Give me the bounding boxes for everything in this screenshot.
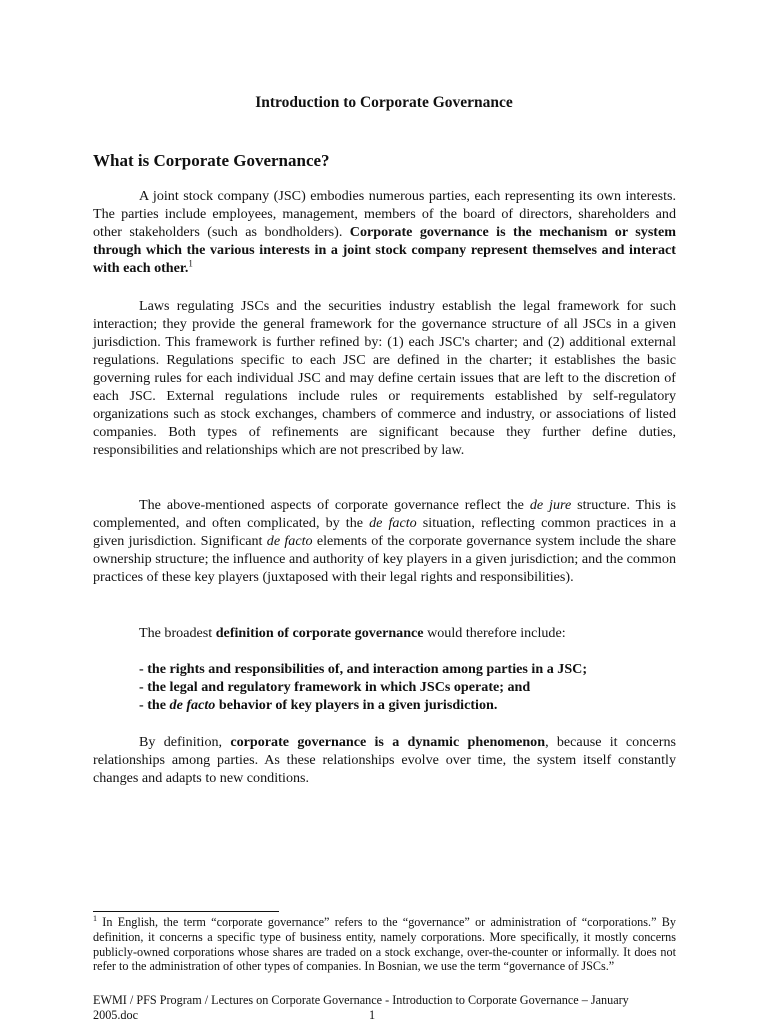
footnote-separator [93,911,279,912]
paragraph-jsc-parties-text: A joint stock company (JSC) embodies numerous parties, each representing its own interests. The parties include employees, management, members of the board of directors, shareholders and other stakeholders (such as bondholders). [93,188,676,240]
paragraph-de-jure-de-facto [93,496,676,586]
footer-document-path: EWMI / PFS Program / Lectures on Corporate Governance - Introduction to Corporate Governance – January [93,993,629,1007]
p4-bold-definition: definition of corporate governance [215,625,424,641]
p3-italic-de-facto-1: de facto [369,515,417,531]
paragraph-broadest-definition [139,624,676,642]
document-title: Introduction to Corporate Governance [255,94,513,111]
footnote-reference[interactable]: 1 [188,258,193,269]
paragraph-jsc-parties [93,187,676,277]
page-number: 1 [369,1008,376,1022]
p3-italic-de-facto-2: de facto [266,533,313,549]
p3-text-3: situation, reflecting common practices in a given jurisdiction. Significant [93,515,676,549]
p3-text-2: structure. This is complemented, and often complicated, by the [93,497,676,531]
p3-italic-de-jure: de jure [529,497,572,513]
definition-item-de-facto [139,696,676,714]
corporate-governance-definition-text: Corporate governance is the mechanism or system through which the various interests in a joint stock company represent themselves and interact with each other. [93,224,676,276]
paragraph-dynamic-phenomenon [93,733,676,787]
definition-item-3-italic: de facto [169,697,216,713]
definition-item-framework: - the legal and regulatory framework in which JSCs operate; and [139,679,531,695]
footnote [93,915,676,974]
definition-item-3-prefix: - the [139,697,170,713]
p3-text-1: The above-mentioned aspects of corporate governance reflect the [139,497,530,513]
definition-item-rights: - the rights and responsibilities of, and interaction among parties in a JSC; [139,661,588,677]
section-heading: What is Corporate Governance? [93,151,330,170]
footer-document-filename: 2005.doc [93,1008,139,1022]
definition-item-3-suffix: behavior of key players in a given jurisdiction. [215,697,498,713]
paragraph-legal-framework: Laws regulating JSCs and the securities industry establish the legal framework for such interaction; they provide the general framework for the governance structure of all JSCs in a given jurisdiction. This framework is further refined by: (1) each JSC's charter; and (2) additional external regulations. Regulations specific to each JSC are defined in the charter; it establishes the basic governing rules for each individual JSC and may define certain issues that are left to the discretion of each JSC. External regulations include rules or requirements established by self-regulatory organizations such as stock exchanges, chambers of commerce and industry, or associations of listed companies. Both types of refinements are significant because they further define duties, responsibilities and relationships which are not prescribed by law. [93,298,676,458]
p4-text-1: The broadest [139,625,216,641]
p3-text-4: elements of the corporate governance system include the share ownership structure; the influence and authority of key players in a given jurisdiction; and the common practices of these key players (juxtaposed with their legal rights and responsibilities). [93,533,676,585]
p5-text-2: , because it concerns relationships among parties. As these relationships evolve over time, the system itself constantly changes and adapts to new conditions. [93,734,676,786]
footnote-text: In English, the term “corporate governance” refers to the “governance” or administration of “corporations.” By definition, it concerns a specific type of business entity, namely corporations. More specifically, it mostly concerns publicly-owned corporations whose shares are traded on a stock exchange, over-the-counter or informally. It does not refer to the administration of other types of companies. In Bosnian, we use the term “governance of JSCs.” [93,915,676,974]
p5-bold-dynamic: corporate governance is a dynamic phenomenon [230,734,546,750]
definition-list [139,660,676,714]
p4-text-2: would therefore include: [423,625,566,641]
footnote-number: 1 [93,913,97,923]
p5-text-1: By definition, [139,734,231,750]
